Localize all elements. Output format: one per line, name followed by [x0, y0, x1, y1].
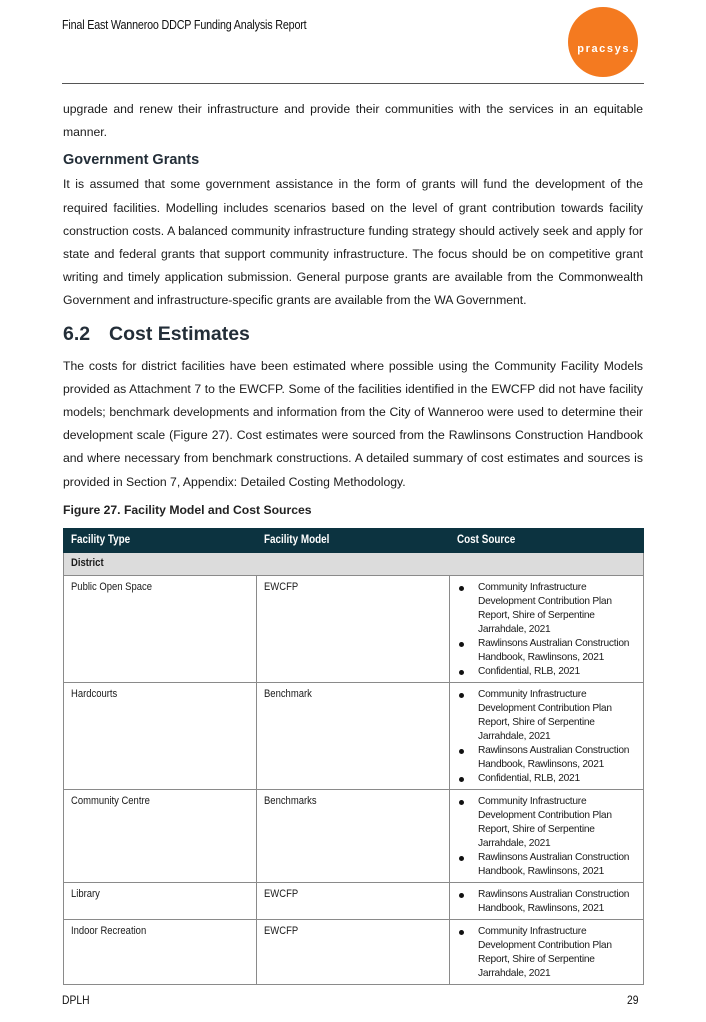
source-item: Community Infrastructure Development Contribution Plan Report, Shire of Serpentine Jarrahdale, 2021: [457, 795, 636, 851]
source-item: Rawlinsons Australian Construction Handbook, Rawlinsons, 2021: [457, 888, 636, 916]
section-title: Cost Estimates: [109, 322, 250, 345]
source-item: Community Infrastructure Development Contribution Plan Report, Shire of Serpentine Jarrahdale, 2021: [457, 925, 636, 981]
table-row: [64, 682, 644, 789]
page-body: [63, 98, 643, 985]
facility-model-cell: Benchmarks: [257, 789, 450, 882]
facility-type-cell: Public Open Space: [64, 575, 257, 682]
grants-paragraph: It is assumed that some government assistance in the form of grants will fund the development of the required facilities. Modelling includes scenarios based on the level of grant contribution towards facility construction costs. A balanced community infrastructure funding strategy should actively seek and apply for state and federal grants that support community infrastructure. The focus should be on competitive grant writing and timely application submission. General purpose grants are available from the Commonwealth Government and infrastructure-specific grants are available from the WA Government.: [63, 177, 643, 308]
facility-model-cell: EWCFP: [257, 882, 450, 919]
source-item: Rawlinsons Australian Construction Handbook, Rawlinsons, 2021: [457, 637, 636, 665]
source-item: Rawlinsons Australian Construction Handbook, Rawlinsons, 2021: [457, 744, 636, 772]
cost-estimates-paragraph: The costs for district facilities have been estimated where possible using the Community Facility Models provided as Attachment 7 to the EWCFP. Some of the facilities identified in the EWCFP did not have facility models; benchmark developments and information from the City of Wanneroo were used to determine their development scale (Figure 27). Cost estimates were sourced from the Rawlinsons Construction Handbook and where necessary from benchmark constructions. A detailed summary of cost estimates and sources is provided in Section 7, Appendix: Detailed Costing Methodology.: [63, 358, 643, 489]
table-row: [64, 919, 644, 984]
group-row-district: [64, 552, 644, 575]
source-item: Rawlinsons Australian Construction Handbook, Rawlinsons, 2021: [457, 851, 636, 879]
facility-model-cell: Benchmark: [257, 682, 450, 789]
section-number: 6.2: [63, 322, 91, 345]
table-header-row: [64, 528, 644, 552]
cost-source-cell: [450, 919, 644, 984]
source-item: Community Infrastructure Development Contribution Plan Report, Shire of Serpentine Jarrahdale, 2021: [457, 581, 636, 637]
source-item: Confidential, RLB, 2021: [457, 772, 636, 786]
facility-cost-table: [63, 528, 644, 985]
page-number: 29: [627, 993, 639, 1007]
intro-paragraph: upgrade and renew their infrastructure and provide their communities with the services in an equitable manner.: [63, 102, 643, 140]
cost-source-cell: [450, 789, 644, 882]
table-row: [64, 882, 644, 919]
table-row: [64, 575, 644, 682]
report-title: Final East Wanneroo DDCP Funding Analysis Report: [62, 18, 307, 32]
footer-organisation: DPLH: [62, 993, 90, 1007]
facility-model-cell: EWCFP: [257, 919, 450, 984]
section-heading: [63, 321, 643, 347]
cost-source-cell: [450, 882, 644, 919]
cost-source-cell: [450, 575, 644, 682]
facility-type-cell: Community Centre: [64, 789, 257, 882]
group-label: District: [64, 552, 644, 575]
source-item: Confidential, RLB, 2021: [457, 665, 636, 679]
header-cost-source: Cost Source: [450, 528, 644, 552]
grants-heading: Government Grants: [63, 152, 200, 169]
facility-model-cell: EWCFP: [257, 575, 450, 682]
figure-caption: Figure 27. Facility Model and Cost Sources: [63, 502, 312, 517]
facility-type-cell: Hardcourts: [64, 682, 257, 789]
header-facility-type: Facility Type: [64, 528, 257, 552]
table-row: [64, 789, 644, 882]
cost-source-cell: [450, 682, 644, 789]
facility-type-cell: Indoor Recreation: [64, 919, 257, 984]
header-divider: [62, 83, 644, 84]
logo-text: pracsys.: [577, 43, 635, 55]
facility-type-cell: Library: [64, 882, 257, 919]
pracsys-logo: [568, 7, 638, 77]
header-facility-model: Facility Model: [257, 528, 450, 552]
source-item: Community Infrastructure Development Contribution Plan Report, Shire of Serpentine Jarrahdale, 2021: [457, 688, 636, 744]
